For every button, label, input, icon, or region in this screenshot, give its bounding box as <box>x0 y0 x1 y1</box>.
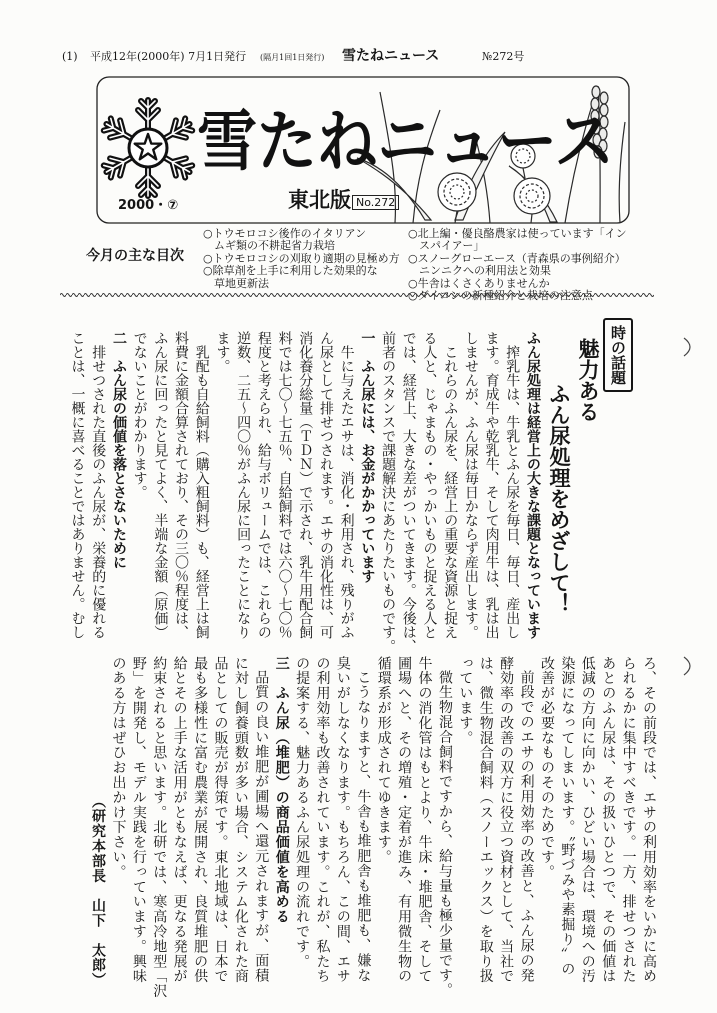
header-paper-name: 雪たねニュース <box>342 48 440 64</box>
toc-item: ○トウモロコシ後作のイタリアン <box>203 227 367 240</box>
toc-item: ○牛舎はくさくありませんか <box>408 276 550 290</box>
article-line: は、微生物混合飼料（スノーエックス）を取り扱 <box>477 656 494 984</box>
article-line: こうなりますと、牛舎も堆肥舎も堆肥も、嫌な <box>355 670 372 983</box>
article-line: 前段でのエサの利用効率の改善と、ふん尿の発 <box>518 670 535 983</box>
punch-hole-mark <box>680 655 698 677</box>
issue-date: 平成12年(2000年) 7月1日発行 <box>90 50 247 63</box>
article-line: 搾乳牛は、牛乳とふん尿を毎日、毎日、産出し <box>504 345 521 639</box>
article-line: 低減の方向に向かい、ひどい場合は、環境への汚 <box>579 656 596 984</box>
article-line: 牛に与えたエサは、消化・利用され、残りがふ <box>338 345 355 639</box>
article-line: っています。 <box>457 656 474 746</box>
page-number: (1) <box>62 50 78 63</box>
article-line: ます。 <box>214 331 231 373</box>
article-line: ん尿として排せつされます。エサの消化性は、可 <box>317 331 334 639</box>
article-line: に対し飼養頭数が多い場合、システム化された商 <box>232 656 249 984</box>
article-line: 品質の良い堆肥が圃場へ還元されますが、面積 <box>253 670 270 983</box>
article-line: ことは、一概に喜べることではありません。むし <box>69 331 86 639</box>
punch-hole-mark <box>680 336 698 358</box>
section-heading: 二 ふん尿の価値を落とさないために <box>110 331 127 569</box>
article-line: られるかに集中すべきです。一方、排せつされた <box>620 656 637 984</box>
article-line: 染源になってしまいます。〝野づみや素掘り〟の <box>559 656 576 977</box>
article-line: 程度と考えられ、給与ボリュームでは、これらの <box>255 331 272 639</box>
header-issue-number: №272号 <box>482 50 525 63</box>
article-line: のある方はぜひお出かけ下さい。 <box>110 656 127 880</box>
toc-item-continuation: 草地更新法 <box>214 276 269 290</box>
lead-heading: ふん尿処理は経営上の大きな課題となっています <box>525 331 541 639</box>
article-line: 料では七〇～七五％、自給飼料では六〇～七〇％ <box>276 331 293 639</box>
article-line: 前者のスタンスで課題解決にあたりたいものです。 <box>380 331 397 653</box>
masthead-issue-number: No.272 <box>352 195 399 210</box>
author-signature: （研究本部長 山下 太郎） <box>90 794 107 988</box>
article-line: る人と、じゃまもの・やっかいものと捉える人と <box>421 331 438 639</box>
article-line: 酵効率の改善の双方に役立つ資材として、当社で <box>498 656 515 984</box>
article-line: では、経営上、大きな差がついてきます。今後は、 <box>400 331 417 653</box>
article-line: これらのふん尿を、経営上の重要な資源と捉え <box>442 345 459 639</box>
toc-item-continuation: ニンニクへの利用法と効果 <box>419 264 551 278</box>
toc-heading: 今月の主な目次 <box>86 248 184 264</box>
article-line: 圃場へと、その増殖・定着が進み、有用微生物の <box>396 656 413 984</box>
article-line: でないことがわかります。 <box>131 331 148 499</box>
toc-item: ○除草剤を上手に利用した効果的な <box>203 264 378 278</box>
article-title-line-2: ふん尿処理をめざして！ <box>547 383 571 614</box>
article-line: 臭いがしなくなります。もちろん、この間、エサ <box>334 656 351 984</box>
article-line: 改善が必要なものそのためです。 <box>538 656 555 880</box>
toc-item-continuation: ムギ類の不耕起省力栽培 <box>214 239 335 253</box>
section-heading: 三 ふん尿（堆肥）の商品価値を高める <box>273 656 290 925</box>
article-title-line-1: 魅力ある <box>576 338 600 422</box>
toc-item: ○トウモロコシの刈取り適期の見極め方 <box>203 251 400 265</box>
article-line: 最も多様性に富む農業が展開され、良質堆肥の供 <box>192 656 209 984</box>
toc-left-list <box>203 228 400 290</box>
article-line: 消化養分総量（ＴＤＮ）で示され、乳牛用配合飼 <box>297 331 314 639</box>
edition-label: 東北版 <box>288 188 351 212</box>
article-line: の提案する、魅力あるふん尿処理の流れです。 <box>294 656 311 969</box>
toc-item-continuation: スパイアー」 <box>419 239 485 253</box>
article-line: 逆数、二五～四〇％がふん尿に回ったことになり <box>235 331 252 639</box>
article-line: 乳配も自給飼料（購入粗飼料）も、経営上は飼 <box>193 345 210 639</box>
article-line: ふん尿に回ったと見てよく、半端な金額（原価） <box>152 331 169 639</box>
article-line: ろ、その前段では、エサの利用効率をいかに高め <box>641 656 657 984</box>
article-line: 品としての販売が得策です。東北地域は、日本で <box>212 656 229 984</box>
snowflake-star-icon <box>101 100 194 196</box>
masthead-title: 雪たねニュース <box>197 103 615 180</box>
publication-frequency: (隔月1回1日発行) <box>260 53 325 62</box>
article-line: 給とその上手な活用がともなえば、更なる発展が <box>171 656 188 984</box>
article-line: 牛体の消化管はもとより、牛床・堆肥舎、そして <box>416 656 433 984</box>
wave-divider <box>60 291 654 299</box>
article-line: 微生物混合飼料ですから、給与量も極少量です。 <box>436 670 453 998</box>
section-heading: 一 ふん尿には、お金がかかっています <box>359 331 376 583</box>
article-line: ます。育成牛や乾乳牛、そして肉用牛は、乳は出 <box>483 331 500 639</box>
masthead-date: 2000・⑦ <box>118 198 179 213</box>
column-label-box: 時の話題 <box>603 318 633 392</box>
toc-item: ○スノーグローエース（青森県の事例紹介） <box>408 251 626 265</box>
toc-item: ○北上編・優良酪農家は使っています「イン <box>408 227 627 240</box>
article-line: の利用効率も改善されています。これが、私たち <box>314 656 331 984</box>
article-body-upper <box>66 331 543 653</box>
article-line: 約束されると思います。北研では、寒高冷地型「沢 <box>151 656 168 999</box>
article-body-lower <box>88 656 659 999</box>
article-line: あとのふん尿は、その扱いひとつで、その価値は <box>600 656 617 984</box>
article-line: 排せつされた直後のふん尿が、栄養的に優れる <box>90 345 107 639</box>
article-line: しませんが、ふん尿は毎日かならず産出します。 <box>462 331 479 639</box>
article-line: 循環系が形成されてゆきます。 <box>375 656 392 865</box>
article-line: 料費に金額合算されており、その三〇％程度は、 <box>173 331 190 639</box>
article-line: 野」を開発し、モデル実践を行っています。興味 <box>130 656 147 984</box>
